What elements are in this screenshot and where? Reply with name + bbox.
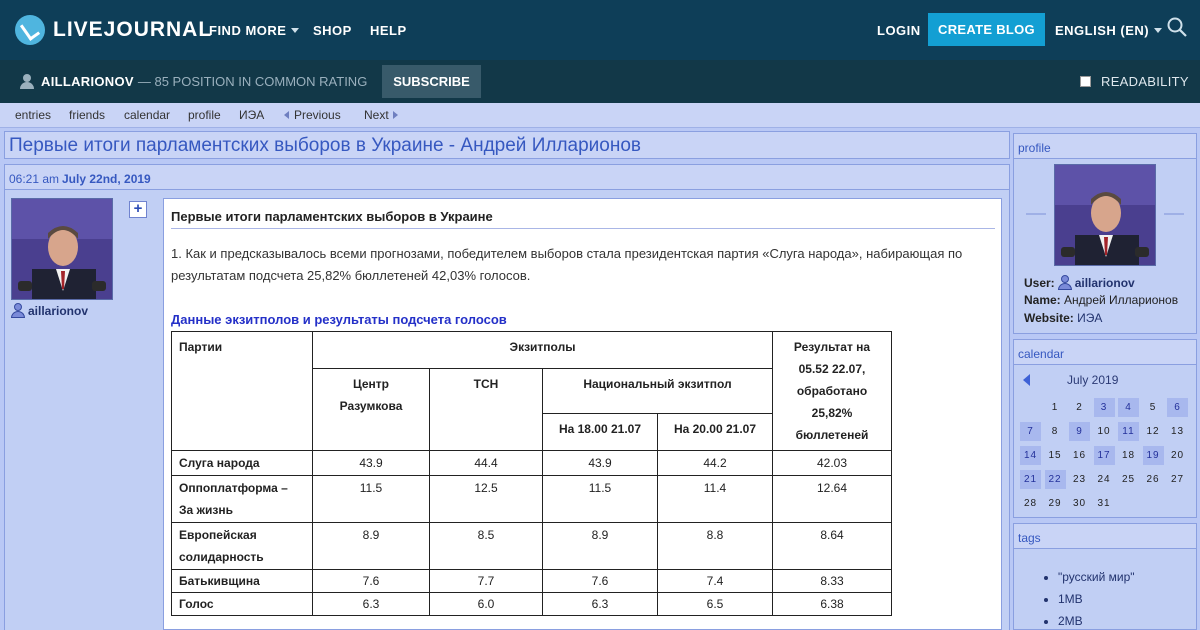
website-label: Website:	[1024, 311, 1074, 325]
calendar-day[interactable]: 4	[1118, 398, 1139, 417]
nav-shop-label: SHOP	[313, 22, 352, 38]
table-row	[172, 523, 892, 570]
cell-value: 7.6	[313, 570, 430, 593]
calendar-day[interactable]: 17	[1094, 446, 1115, 465]
readability-label: READABILITY	[1101, 74, 1189, 89]
header-result: Результат на 05.52 22.07, обработано 25,82% бюллетеней	[773, 332, 892, 451]
login-label: LOGIN	[877, 22, 921, 38]
calendar-day[interactable]: 21	[1020, 470, 1041, 489]
post-heading: Первые итоги парламентских выборов в Украине	[171, 209, 493, 224]
nav-find-more-label: FIND MORE	[209, 22, 287, 38]
calendar-day[interactable]: 7	[1020, 422, 1041, 441]
cell-value: 8.9	[543, 523, 658, 570]
calendar-day: 25	[1121, 474, 1136, 485]
journal-username[interactable]: AILLARIONOV	[41, 74, 134, 89]
nav-iea[interactable]: ИЭА	[239, 108, 265, 122]
post-author[interactable]	[11, 303, 88, 318]
livejournal-logo-icon	[15, 15, 45, 45]
header-exitpolls: Экзитполы	[313, 332, 773, 369]
cell-value: 6.38	[773, 593, 892, 616]
cell-value: 6.3	[313, 593, 430, 616]
userpic-image	[12, 199, 113, 300]
header-tsn: ТСН	[430, 369, 543, 451]
rating-text: — 85 POSITION IN COMMON RATING	[137, 74, 368, 89]
nav-previous[interactable]	[284, 108, 341, 122]
calendar-day[interactable]: 14	[1020, 446, 1041, 465]
tag-item[interactable]: • "русский мир"	[1058, 566, 1135, 588]
cell-value: 7.4	[658, 570, 773, 593]
cell-value: 8.64	[773, 523, 892, 570]
cell-value: 8.5	[430, 523, 543, 570]
journal-user-bar	[0, 60, 1200, 103]
calendar-day[interactable]: 3	[1094, 398, 1115, 417]
create-blog-button[interactable]: CREATE BLOG	[928, 13, 1045, 46]
cell-value: 44.2	[658, 451, 773, 476]
nav-shop[interactable]	[313, 0, 352, 60]
login-link[interactable]	[877, 0, 921, 60]
sidebar-profile-header	[1013, 133, 1197, 159]
cell-value: 11.4	[658, 476, 773, 523]
cell-party: Голос	[172, 593, 313, 616]
calendar-day: 30	[1072, 498, 1087, 509]
arrow-right-icon	[393, 111, 398, 119]
profile-name: Андрей Илларионов	[1064, 293, 1179, 307]
calendar-day: 18	[1121, 450, 1136, 461]
cell-value: 6.3	[543, 593, 658, 616]
cell-party: Слуга народа	[172, 451, 313, 476]
cell-value: 12.5	[430, 476, 543, 523]
calendar-day[interactable]: 9	[1069, 422, 1090, 441]
calendar-day: 23	[1072, 474, 1087, 485]
top-bar	[0, 0, 1200, 60]
post-time: 06:21 am	[9, 172, 60, 186]
table-row	[172, 476, 892, 523]
divider	[1026, 213, 1046, 215]
nav-calendar[interactable]: calendar	[124, 108, 171, 122]
nav-next-label: Next	[364, 108, 389, 122]
calendar-day: 1	[1051, 402, 1059, 413]
results-table	[171, 331, 892, 616]
profile-user-line	[1024, 275, 1135, 290]
cell-value: 6.5	[658, 593, 773, 616]
post-title-box	[4, 131, 1010, 159]
user-icon	[20, 74, 34, 89]
nav-help[interactable]	[370, 0, 407, 60]
calendar-day: 2	[1076, 402, 1083, 413]
user-label: User:	[1024, 275, 1055, 290]
author-userpic[interactable]	[11, 198, 113, 300]
journal-owner[interactable]	[20, 74, 367, 89]
table-row	[172, 451, 892, 476]
calendar-day: 26	[1146, 474, 1160, 485]
calendar-day: 27	[1170, 474, 1185, 485]
nav-help-label: HELP	[370, 22, 407, 38]
calendar-day: 31	[1097, 498, 1111, 509]
header-18: На 18.00 21.07	[543, 414, 658, 451]
add-friend-icon[interactable]: +	[129, 201, 147, 218]
cell-value: 43.9	[543, 451, 658, 476]
profile-website-line	[1024, 311, 1102, 325]
cell-value: 8.8	[658, 523, 773, 570]
post-author-name[interactable]: aillarionov	[28, 303, 89, 318]
calendar-day[interactable]: 6	[1167, 398, 1188, 417]
post-content	[163, 198, 1002, 630]
sidebar-profile-title[interactable]: profile	[1018, 141, 1051, 155]
readability-checkbox[interactable]	[1080, 76, 1091, 87]
cell-value: 44.4	[430, 451, 543, 476]
calendar-day: 8	[1051, 426, 1059, 437]
post-date-box	[4, 164, 1010, 190]
calendar-month[interactable]: July 2019	[1067, 373, 1119, 387]
cell-value: 8.9	[313, 523, 430, 570]
chevron-down-icon	[291, 28, 299, 33]
calendar-day: 16	[1072, 450, 1087, 461]
calendar-prev-icon[interactable]	[1023, 374, 1030, 386]
profile-username[interactable]: aillarionov	[1074, 275, 1135, 290]
table-row	[172, 593, 892, 616]
calendar-day: 10	[1097, 426, 1111, 437]
divider	[1164, 213, 1184, 215]
cell-value: 7.6	[543, 570, 658, 593]
profile-website[interactable]: ИЭА	[1077, 311, 1103, 325]
nav-find-more[interactable]	[209, 0, 299, 60]
cell-value: 8.33	[773, 570, 892, 593]
calendar-day[interactable]: 19	[1143, 446, 1164, 465]
cell-party: Оппоплатформа – За жизнь	[172, 476, 313, 523]
table-title: Данные экзитполов и результаты подсчета голосов	[171, 312, 507, 327]
heading-divider	[171, 228, 995, 229]
calendar-day: 28	[1023, 498, 1038, 509]
nav-profile[interactable]: profile	[188, 108, 221, 122]
header-national: Национальный экзитпол	[543, 369, 773, 414]
calendar-day: 24	[1097, 474, 1111, 485]
cell-party: Европейская солидарность	[172, 523, 313, 570]
nav-next[interactable]	[364, 108, 398, 122]
profile-image	[1055, 165, 1156, 266]
user-icon	[1058, 275, 1072, 290]
logo-text: LIVEJOURNAL	[53, 18, 213, 41]
language-selector[interactable]	[1055, 0, 1162, 60]
nav-entries[interactable]: entries	[15, 108, 52, 122]
name-label: Name:	[1024, 293, 1061, 307]
cell-value: 43.9	[313, 451, 430, 476]
header-parties: Партии	[172, 332, 313, 451]
subscribe-button[interactable]: SUBSCRIBE	[382, 65, 481, 98]
tag-item[interactable]: • 2MB	[1058, 610, 1135, 630]
cell-value: 11.5	[543, 476, 658, 523]
user-icon	[11, 303, 25, 318]
header-razumkov: Центр Разумкова	[313, 369, 430, 451]
sidebar-calendar-header	[1013, 339, 1197, 365]
header-20: На 20.00 21.07	[658, 414, 773, 451]
profile-userpic[interactable]	[1054, 164, 1156, 266]
calendar-day[interactable]: 11	[1118, 422, 1139, 441]
arrow-left-icon	[284, 111, 289, 119]
language-label: ENGLISH (EN)	[1055, 22, 1150, 38]
cell-value: 42.03	[773, 451, 892, 476]
journal-nav	[0, 103, 1200, 128]
calendar-day: 15	[1048, 450, 1062, 461]
readability-toggle[interactable]	[1080, 74, 1189, 89]
nav-friends[interactable]: friends	[69, 108, 106, 122]
chevron-down-icon	[1154, 28, 1162, 33]
sidebar-tags-header	[1013, 523, 1197, 549]
cell-party: Батькивщина	[172, 570, 313, 593]
sidebar-calendar-title[interactable]: calendar	[1018, 347, 1065, 361]
nav-previous-label: Previous	[294, 108, 341, 122]
tag-item[interactable]: • 1MB	[1058, 588, 1135, 610]
calendar-day[interactable]: 22	[1045, 470, 1066, 489]
table-row	[172, 570, 892, 593]
post-title[interactable]: Первые итоги парламентских выборов в Украине - Андрей Илларионов	[9, 135, 641, 156]
livejournal-logo[interactable]	[15, 14, 212, 46]
calendar-day: 20	[1170, 450, 1185, 461]
post-paragraph: 1. Как и предсказывалось всеми прогнозами, победителем выборов стала президентская партия «Слуга народа», набирающая по результатам подсчета 25,82% бюллетеней 42,03% голосов.	[171, 246, 963, 283]
cell-value: 11.5	[313, 476, 430, 523]
cell-value: 6.0	[430, 593, 543, 616]
cell-value: 12.64	[773, 476, 892, 523]
calendar-day: 29	[1048, 498, 1062, 509]
calendar-day: 12	[1146, 426, 1160, 437]
calendar-day: 13	[1170, 426, 1185, 437]
post-date[interactable]: July 22nd, 2019	[62, 172, 151, 186]
profile-name-line	[1024, 293, 1178, 307]
search-icon[interactable]	[1167, 17, 1187, 37]
cell-value: 7.7	[430, 570, 543, 593]
calendar-day: 5	[1149, 402, 1157, 413]
tags-list	[1046, 566, 1135, 630]
sidebar-tags-title[interactable]: tags	[1018, 531, 1041, 545]
